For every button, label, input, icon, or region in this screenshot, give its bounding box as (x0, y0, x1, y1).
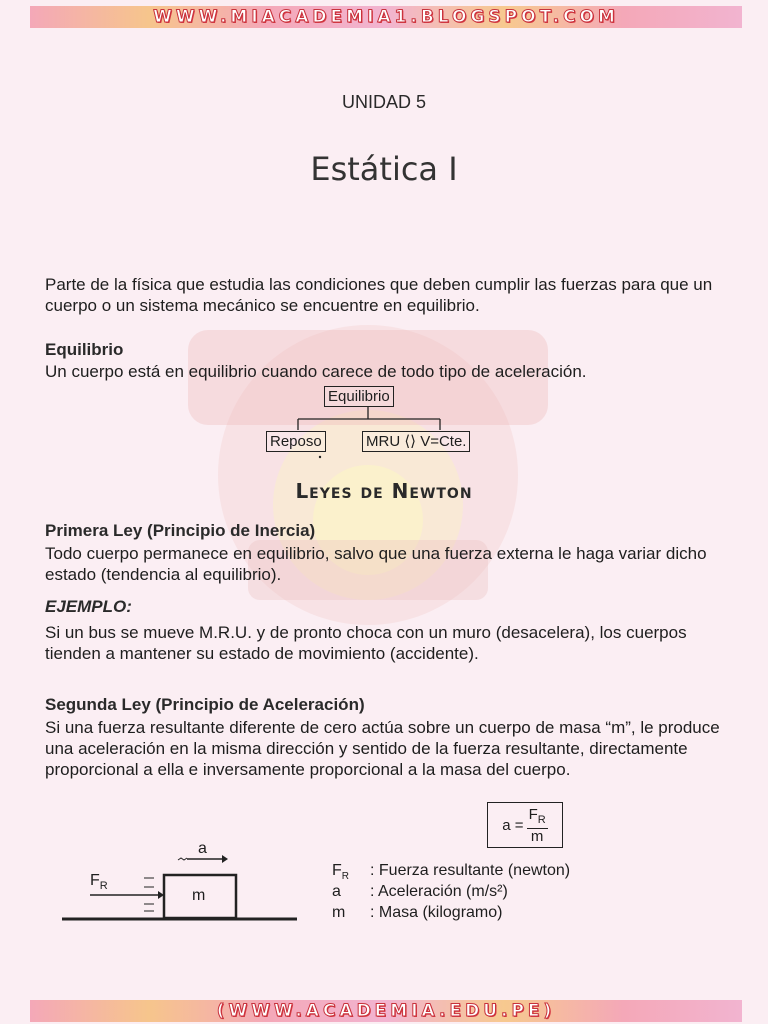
equilibrio-text: Un cuerpo está en equilibrio cuando carece de todo tipo de aceleración. (45, 362, 587, 381)
diagram-root-box: Equilibrio (324, 386, 394, 407)
bottom-url-banner: (WWW.ACADEMIA.EDU.PE) (30, 1000, 742, 1022)
legend-row-mass: m : Masa (kilogramo) (332, 904, 503, 921)
formula-numerator: $F_R$ (527, 807, 548, 829)
first-law-text: Todo cuerpo permanece en equilibrio, salvo que una fuerza externa le haga variar dicho estado (tendencia al equilibrio). (45, 544, 707, 584)
formula-box (487, 802, 563, 848)
acceleration-label: a (198, 840, 207, 857)
first-law-heading: Primera Ley (Principio de Inercia) (45, 521, 316, 540)
top-url-banner: WWW.MIACADEMIA1.BLOGSPOT.COM (30, 6, 742, 28)
mass-label: m (192, 887, 206, 904)
equilibrio-heading: Equilibrio (45, 340, 124, 359)
watermark-logo-graphic (148, 290, 588, 650)
newton-laws-heading: Leyes de Newton (295, 479, 473, 503)
example-text: Si un bus se mueve M.R.U. y de pronto choca con un muro (desacelera), los cuerpos tienden a mantener su estado de movimiento (accidente). (45, 623, 687, 663)
formula-denominator: m (530, 827, 544, 845)
second-law-heading: Segunda Ley (Principio de Aceleración) (45, 695, 365, 714)
formula-lhs: a = (502, 816, 524, 834)
formula-fraction (527, 807, 548, 844)
unit-label: UNIDAD 5 (341, 92, 426, 112)
force-label: $F_R$ (90, 872, 108, 893)
legend-row-acceleration: a : Aceleración (m/s²) (332, 883, 508, 900)
legend-row-force: $F_R$ : Fuerza resultante (newton) (332, 862, 571, 883)
second-law-text: Si una fuerza resultante diferente de cero actúa sobre un cuerpo de masa “m”, le produce una aceleración en la misma dirección y sentido de la fuerza resultante, directamente proporcional a ella e inversamente proporcional a la masa del cuerpo. (45, 718, 720, 779)
intro-paragraph: Parte de la física que estudia las condiciones que deben cumplir las fuerzas para que un cuerpo o un sistema mecánico se encuentre en equilibrio. (45, 275, 713, 315)
page-title: Estática I (310, 150, 458, 188)
diagram-mru-box: MRU ⟨⟩ V=Cte. (362, 431, 470, 452)
example-label: EJEMPLO: (45, 597, 132, 616)
force-diagram (60, 838, 305, 928)
watermark-logo (148, 290, 588, 650)
diagram-reposo-box: Reposo (266, 431, 326, 452)
